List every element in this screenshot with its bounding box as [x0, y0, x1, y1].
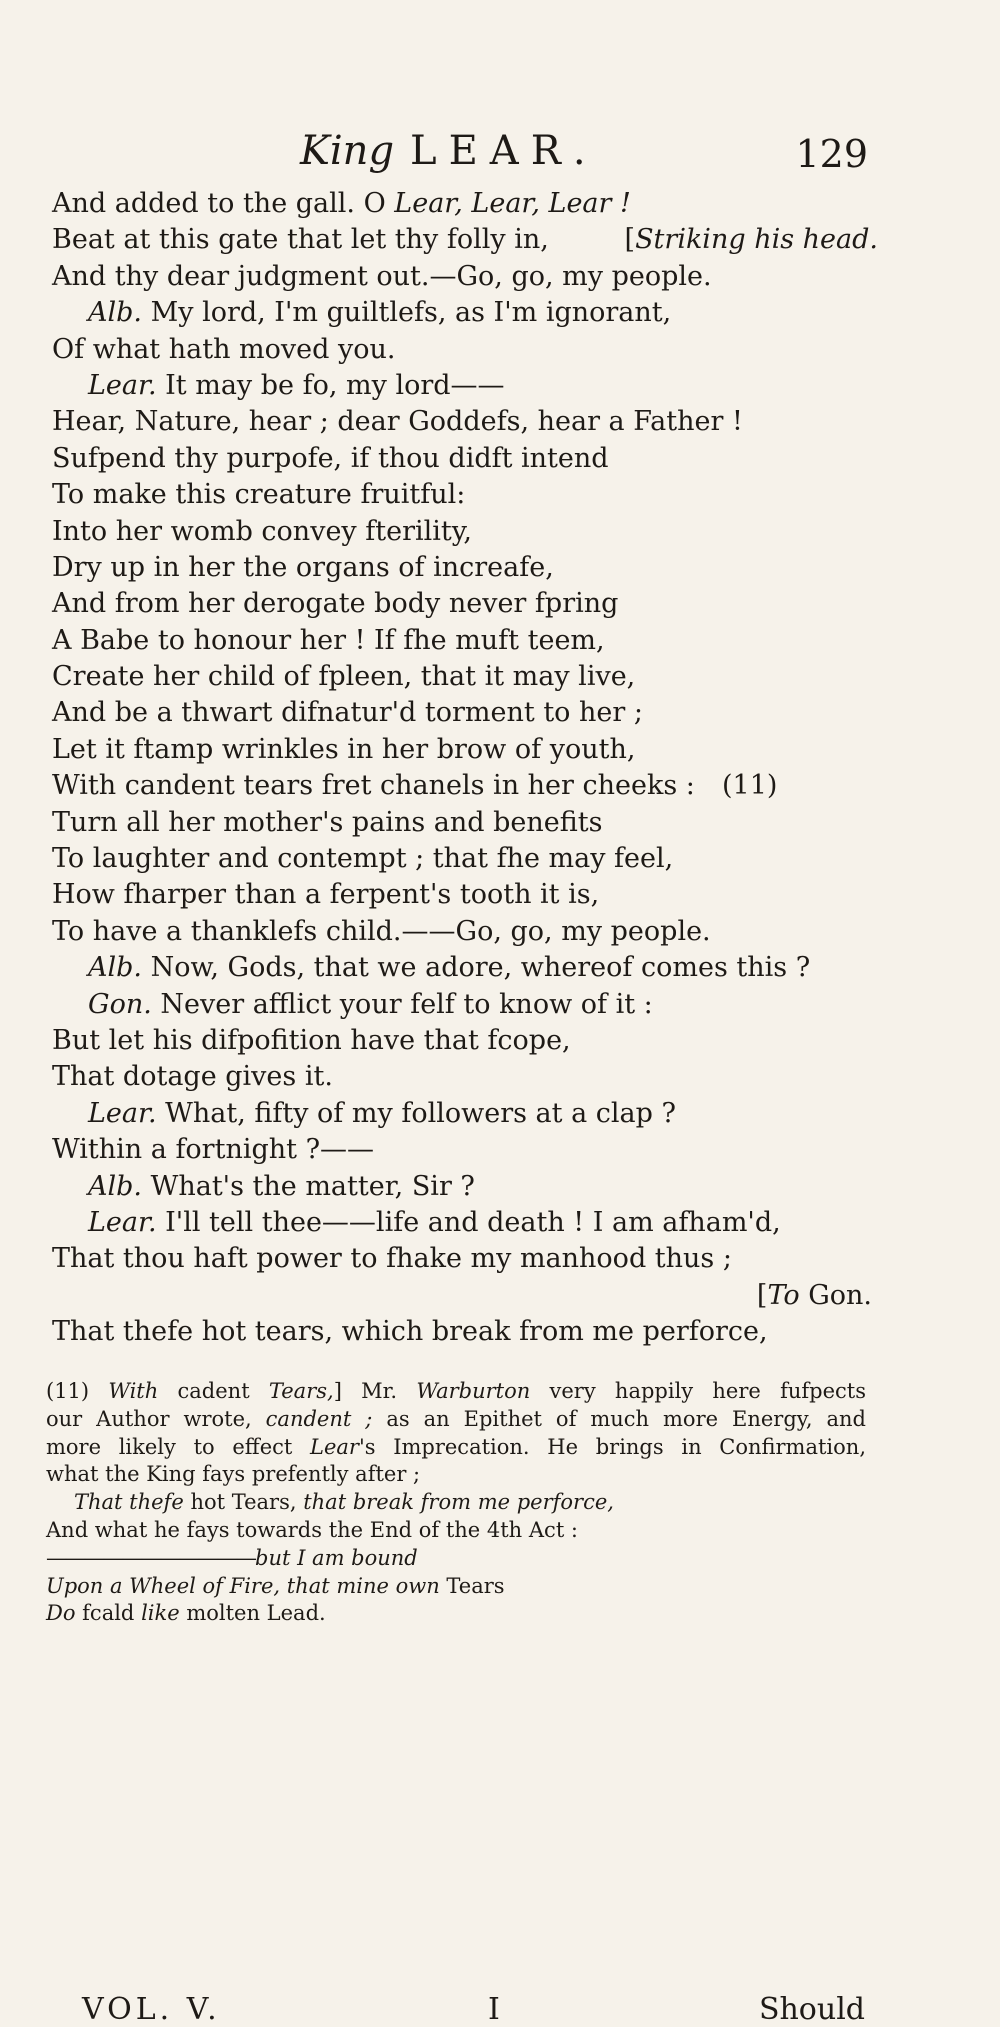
running-title-king: King	[300, 128, 395, 174]
footnote-text: Upon a Wheel of Fire, that mine own	[46, 1573, 440, 1598]
footnote-text: Lear	[310, 1434, 359, 1459]
footnote-text: Warburton	[416, 1379, 531, 1403]
verse-line	[52, 222, 878, 258]
speaker-name: Alb.	[88, 952, 142, 984]
verse-text: Turn all her mother's pains and benefits	[52, 806, 603, 838]
speaker-name: Lear.	[88, 1206, 157, 1238]
speech-line	[52, 295, 872, 331]
verse-line	[52, 732, 872, 768]
footnote-text: 's Imprecation. He brings in Confirmation,	[358, 1434, 866, 1459]
verse-line	[52, 841, 872, 877]
footnote-text: more likely to effect	[46, 1434, 311, 1459]
verse-block	[52, 186, 878, 1351]
running-title	[300, 128, 598, 174]
footnote-text: that break from me perforce,	[303, 1490, 614, 1515]
verse-text: That dotage gives it.	[52, 1061, 333, 1093]
speech-line	[52, 987, 872, 1023]
verse-text: Create her child of fpleen, that it may live,	[52, 661, 636, 693]
signature-mark: I	[488, 1992, 500, 2027]
footnote-text: molten Lead.	[179, 1601, 326, 1626]
verse-text: To laughter and contempt ; that fhe may feel,	[52, 843, 674, 875]
verse-text: It may be fo, my lord——	[156, 369, 505, 401]
verse-text: And thy dear judgment out.—Go, go, my people.	[52, 260, 712, 292]
footnote-text: our Author wrote,	[46, 1406, 266, 1431]
verse-line	[52, 259, 872, 295]
verse-text: What, fifty of my followers at a clap ?	[156, 1097, 676, 1129]
footnote	[46, 1378, 866, 1628]
verse-text: How fharper than a ferpent's tooth it is,	[52, 879, 600, 911]
footnote-text: as an Epithet of much more Energy, and	[372, 1406, 866, 1431]
verse-line	[52, 768, 872, 804]
footnote-text: And what he fays towards the End of the 4th Act :	[46, 1517, 579, 1542]
speech-line	[52, 1205, 872, 1241]
verse-text: Beat at this gate that let thy folly in,	[52, 224, 549, 256]
speaker-name: Lear.	[88, 1097, 157, 1129]
stage-direction	[625, 222, 878, 258]
verse-text: Sufpend thy purpofe, if thou didft intend	[52, 442, 609, 474]
footnote-quote-line	[46, 1545, 866, 1573]
verse-line	[52, 695, 872, 731]
footnote-quote-line	[46, 1489, 866, 1517]
verse-line	[52, 914, 872, 950]
verse-text: Of what hath moved you.	[52, 333, 396, 365]
footnote-text: but I am bound	[255, 1545, 418, 1570]
verse-line	[52, 477, 872, 513]
footnote-text: Do	[46, 1601, 76, 1626]
speaker-name: Lear.	[88, 369, 157, 401]
footnote-text: what the King fays prefently after ;	[46, 1462, 421, 1487]
footnote-line	[46, 1406, 866, 1434]
verse-text: Within a fortnight ?——	[52, 1134, 375, 1166]
footnote-line	[46, 1434, 866, 1462]
footnote-text: Tears	[439, 1573, 505, 1598]
verse-text: To have a thanklefs child.——Go, go, my people.	[52, 915, 711, 947]
stage-direction-line	[52, 1278, 872, 1314]
verse-text: Dry up in her the organs of increafe,	[52, 551, 554, 583]
footnote-dash: ———————————	[46, 1545, 255, 1570]
footnote-text: candent ;	[265, 1406, 373, 1431]
speech-line	[52, 950, 872, 986]
verse-text: Let it ftamp wrinkles in her brow of youth,	[52, 733, 636, 765]
verse-text: That thefe hot tears, which break from me perforce,	[52, 1316, 768, 1348]
stage-direction-target: Gon.	[799, 1279, 872, 1311]
speech-line	[52, 1096, 872, 1132]
footnote-line	[46, 1461, 866, 1489]
speaker-name: Alb.	[88, 297, 142, 329]
verse-text: That thou haft power to fhake my manhood thus ;	[52, 1243, 732, 1275]
speaker-name: Alb.	[88, 1170, 142, 1202]
stage-direction-bracket: [	[756, 1279, 768, 1311]
verse-text: But let his difpofition have that fcope,	[52, 1024, 571, 1056]
verse-line	[52, 805, 872, 841]
verse-line	[52, 550, 872, 586]
footnote-text: That thefe	[74, 1490, 184, 1515]
verse-line	[52, 1132, 872, 1168]
verse-text: And from her derogate body never fpring	[52, 588, 619, 620]
verse-text: To make this creature fruitful:	[52, 479, 466, 511]
verse-line	[52, 186, 872, 222]
verse-line	[52, 441, 872, 477]
verse-text: Now, Gods, that we adore, whereof comes this ?	[142, 952, 811, 984]
verse-line	[52, 514, 872, 550]
verse-line	[52, 1023, 872, 1059]
verse-line	[52, 659, 872, 695]
verse-line	[52, 877, 872, 913]
footnote-text: With	[108, 1379, 159, 1403]
verse-text: With candent tears fret chanels in her cheeks :	[52, 770, 695, 802]
verse-line	[52, 1059, 872, 1095]
footnote-number: (11)	[46, 1379, 90, 1403]
speech-line	[52, 368, 872, 404]
footnote-quote-line	[46, 1573, 866, 1601]
verse-text: Into her womb convey fterility,	[52, 515, 473, 547]
footnote-line	[46, 1517, 866, 1545]
verse-text: What's the matter, Sir ?	[142, 1170, 475, 1202]
stage-direction-bracket: [	[624, 224, 636, 256]
verse-line	[52, 1241, 872, 1277]
stage-direction-text: To	[767, 1279, 800, 1311]
footnote-text: cadent	[158, 1379, 269, 1403]
verse-italic-text: Lear, Lear, Lear !	[394, 188, 631, 219]
verse-text: My lord, I'm guiltlefs, as I'm ignorant,	[142, 297, 672, 329]
page-header	[0, 128, 1000, 178]
footnote-text: like	[141, 1601, 180, 1626]
footnote-text: fcald	[75, 1601, 142, 1626]
stage-direction-text: Striking his head.	[635, 224, 878, 256]
verse-text: Hear, Nature, hear ; dear Goddefs, hear a Father !	[52, 406, 743, 438]
footnote-text: very happily here fufpects	[530, 1379, 866, 1403]
verse-text: And be a thwart difnatur'd torment to her ;	[52, 697, 643, 729]
stage-direction	[757, 1280, 872, 1311]
verse-text: Never afflict your felf to know of it :	[151, 988, 653, 1020]
footnote-text: Tears,	[268, 1379, 334, 1403]
verse-text: I'll tell thee——life and death ! I am afham'd,	[156, 1206, 781, 1238]
verse-text: And added to the gall. O	[52, 188, 395, 219]
footnote-reference: (11)	[722, 770, 778, 802]
footnote-line	[46, 1378, 866, 1406]
catchword: Should	[758, 1992, 865, 2027]
verse-line	[52, 623, 872, 659]
footnote-text: hot Tears,	[183, 1490, 304, 1515]
verse-line	[52, 586, 872, 622]
verse-line	[52, 404, 872, 440]
speech-line	[52, 1169, 872, 1205]
verse-text: A Babe to honour her ! If fhe muft teem,	[52, 624, 605, 656]
speaker-name: Gon.	[88, 988, 152, 1020]
footnote-quote-line	[46, 1600, 866, 1628]
volume-label: VOL. V.	[82, 1992, 221, 2027]
running-title-lear: LEAR.	[410, 128, 598, 174]
verse-line	[52, 332, 872, 368]
footnote-text: ] Mr.	[333, 1379, 417, 1403]
verse-line	[52, 1314, 872, 1350]
page-number: 129	[795, 132, 868, 176]
